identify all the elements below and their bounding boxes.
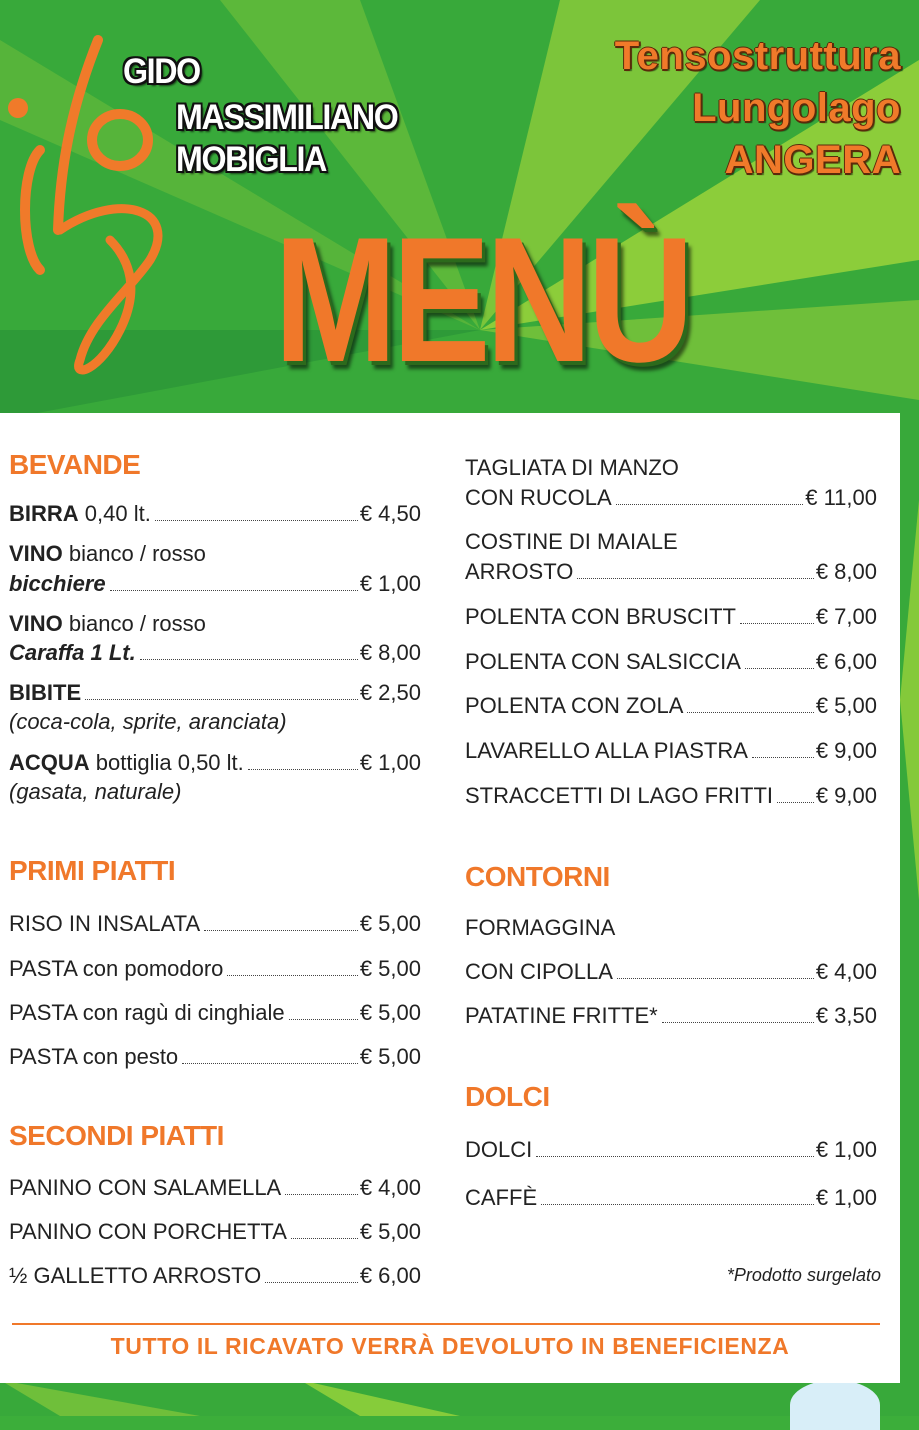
item-price: € 4,00 xyxy=(359,1175,421,1200)
item-price: € 5,00 xyxy=(359,1219,421,1244)
item-patatine-price: € 3,50 xyxy=(815,1003,877,1028)
item-price: € 9,00 xyxy=(815,738,877,763)
list-item xyxy=(9,996,421,1026)
item-price: € 5,00 xyxy=(359,911,421,936)
venue-line-2: Lungolago xyxy=(692,86,901,130)
list-item xyxy=(9,1259,421,1289)
org-line-3: MOBIGLIA xyxy=(176,140,326,179)
item-vino2-name: VINO xyxy=(9,611,63,636)
item-vino1-detail: bianco / rosso xyxy=(62,541,206,566)
heading-primi: PRIMI PIATTI xyxy=(9,855,176,886)
item-price: € 9,00 xyxy=(815,783,877,808)
item-vino2 xyxy=(9,636,421,666)
item-price: € 5,00 xyxy=(359,1044,421,1069)
item-tagliata-price: € 11,00 xyxy=(805,485,877,510)
item-tagliata-line1: TAGLIATA DI MANZO xyxy=(465,455,679,480)
charity-footer: TUTTO IL RICAVATO VERRÀ DEVOLUTO IN BENEFICIENZA xyxy=(110,1333,790,1359)
heading-dolci: DOLCI xyxy=(465,1081,550,1112)
heading-contorni: CONTORNI xyxy=(465,861,610,892)
item-vino2-size: Caraffa 1 Lt. xyxy=(9,640,136,665)
item-tagliata-name: CON RUCOLA xyxy=(465,485,612,510)
org-line-2: MASSIMILIANO xyxy=(176,98,398,137)
item-vino1 xyxy=(9,567,421,597)
item-name: STRACCETTI DI LAGO FRITTI xyxy=(465,783,774,808)
list-item xyxy=(465,1181,877,1211)
item-name: LAVARELLO ALLA PIASTRA xyxy=(465,738,748,763)
item-birra-name: BIRRA xyxy=(9,501,79,526)
item-bibite-note: (coca-cola, sprite, aranciata) xyxy=(9,709,287,734)
item-name: PANINO CON PORCHETTA xyxy=(9,1219,287,1244)
item-bibite-price: € 2,50 xyxy=(359,680,421,705)
venue-block xyxy=(615,30,901,186)
item-name: POLENTA CON SALSICCIA xyxy=(465,649,741,674)
list-item xyxy=(9,1171,421,1201)
list-item xyxy=(465,1133,877,1163)
item-formaggina xyxy=(465,955,877,985)
item-costine xyxy=(465,555,877,585)
item-name: PASTA con pesto xyxy=(9,1044,179,1069)
item-bibite xyxy=(9,676,421,706)
item-price: € 7,00 xyxy=(815,604,877,629)
list-item xyxy=(9,1040,421,1070)
corner-decoration xyxy=(790,1380,880,1430)
item-acqua-detail: bottiglia 0,50 lt. xyxy=(89,750,244,775)
item-price: € 5,00 xyxy=(359,1000,421,1025)
item-acqua-name: ACQUA xyxy=(9,750,90,775)
item-formaggina-price: € 4,00 xyxy=(815,959,877,984)
item-vino1-size: bicchiere xyxy=(9,571,106,596)
item-bibite-name: BIBITE xyxy=(9,680,82,705)
item-price: € 6,00 xyxy=(359,1263,421,1288)
item-formaggina-line1: FORMAGGINA xyxy=(465,915,616,940)
item-name: PANINO CON SALAMELLA xyxy=(9,1175,282,1200)
item-vino2-line1 xyxy=(9,611,206,637)
item-price: € 5,00 xyxy=(359,956,421,981)
item-name: PASTA con ragù di cinghiale xyxy=(9,1000,285,1025)
frozen-note: *Prodotto surgelato xyxy=(726,1265,881,1285)
item-formaggina-name: CON CIPOLLA xyxy=(465,959,613,984)
item-name: ½ GALLETTO ARROSTO xyxy=(9,1263,262,1288)
heading-secondi: SECONDI PIATTI xyxy=(9,1120,224,1151)
item-price: € 5,00 xyxy=(815,693,877,718)
org-line-1: GIDO xyxy=(123,52,200,91)
menu-title: MENÙ xyxy=(274,200,690,399)
item-vino1-price: € 1,00 xyxy=(359,571,421,596)
item-name: POLENTA CON BRUSCITT xyxy=(465,604,736,629)
item-price: € 1,00 xyxy=(815,1137,877,1162)
item-costine-price: € 8,00 xyxy=(815,559,877,584)
list-item xyxy=(465,645,877,675)
item-costine-name: ARROSTO xyxy=(465,559,574,584)
divider xyxy=(12,1323,880,1325)
item-vino2-detail: bianco / rosso xyxy=(62,611,206,636)
item-vino1-line1 xyxy=(9,541,206,567)
item-name: DOLCI xyxy=(465,1137,533,1162)
item-name: PASTA con pomodoro xyxy=(9,956,224,981)
item-price: € 1,00 xyxy=(815,1185,877,1210)
list-item xyxy=(9,907,421,937)
item-patatine-name: PATATINE FRITTE* xyxy=(465,1003,658,1028)
item-patatine xyxy=(465,999,877,1029)
item-birra xyxy=(9,497,421,527)
item-name: RISO IN INSALATA xyxy=(9,911,201,936)
item-price: € 6,00 xyxy=(815,649,877,674)
item-acqua-note: (gasata, naturale) xyxy=(9,779,182,804)
item-birra-price: € 4,50 xyxy=(359,501,421,526)
item-acqua-price: € 1,00 xyxy=(359,750,421,775)
item-name: POLENTA CON ZOLA xyxy=(465,693,684,718)
item-vino1-name: VINO xyxy=(9,541,63,566)
item-acqua xyxy=(9,746,421,776)
item-costine-line1: COSTINE DI MAIALE xyxy=(465,529,678,554)
item-name: CAFFÈ xyxy=(465,1185,538,1210)
list-item xyxy=(465,779,877,809)
list-item xyxy=(9,1215,421,1245)
item-birra-detail: 0,40 lt. xyxy=(78,501,151,526)
venue-line-1: Tensostruttura xyxy=(614,34,901,78)
list-item xyxy=(9,952,421,982)
list-item xyxy=(465,689,877,719)
item-vino2-price: € 8,00 xyxy=(359,640,421,665)
heading-bevande: BEVANDE xyxy=(9,449,141,480)
list-item xyxy=(465,734,877,764)
venue-line-3: ANGERA xyxy=(724,138,901,182)
menu-card xyxy=(0,413,900,1383)
item-tagliata xyxy=(465,481,877,511)
list-item xyxy=(465,600,877,630)
